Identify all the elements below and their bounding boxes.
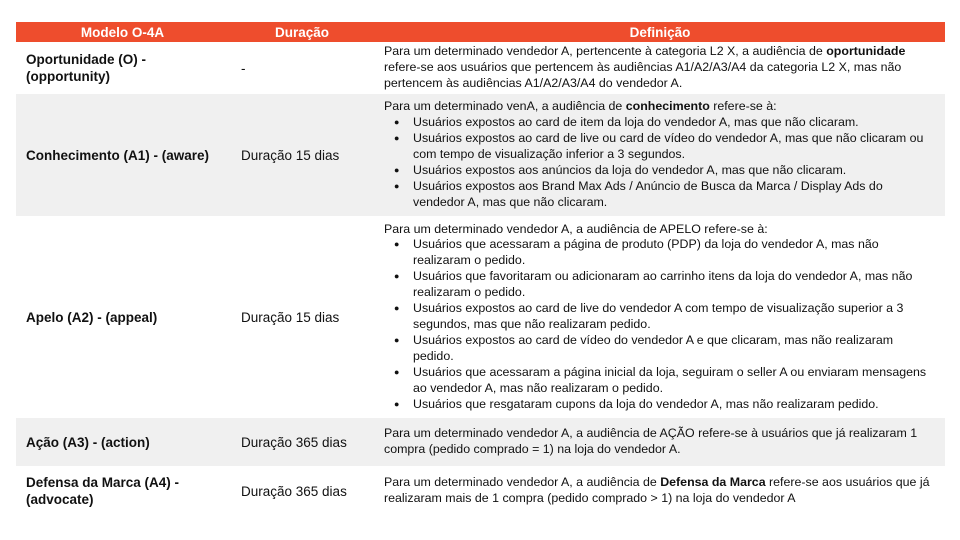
definition bbox=[375, 216, 945, 418]
model-name: Ação (A3) - (action) bbox=[16, 418, 229, 466]
row-action bbox=[16, 418, 945, 466]
definition bbox=[375, 42, 945, 94]
duration: Duração 15 dias bbox=[241, 309, 340, 325]
bullet-item: ● Usuários que acessaram a página inicial da loja, seguiram o seller A ou enviaram mensagens ao vendedor A, mas não realizaram o pedido. bbox=[384, 365, 937, 397]
bullet-item: ● Usuários expostos ao card de live do vendedor A com tempo de visualização superior a 3 segundos, mas que não realizaram pedido. bbox=[384, 301, 937, 333]
bullet-item: ● Usuários que acessaram a página de produto (PDP) da loja do vendedor A, mas não realizaram o pedido. bbox=[384, 237, 937, 269]
row-aware bbox=[16, 94, 945, 216]
duration: Duração 15 dias bbox=[229, 94, 375, 216]
definition bbox=[375, 418, 945, 466]
model-name: Conhecimento (A1) - (aware) bbox=[16, 94, 229, 216]
definition-bullets bbox=[384, 237, 937, 412]
row-advocate bbox=[16, 466, 945, 516]
header-duration: Duração bbox=[229, 22, 375, 42]
bullet-item: ● Usuários expostos aos Brand Max Ads / Anúncio de Busca da Marca / Display Ads do vendedor A, mas que não clicaram. bbox=[384, 179, 937, 211]
bullet-item: ● Usuários expostos ao card de live ou card de vídeo do vendedor A, mas que não clicaram ou com tempo de visualização inferior a 3 segundos. bbox=[384, 131, 937, 163]
definition-intro: Para um determinado vendedor A, a audiência de Defensa da Marca refere-se aos usuários que já realizaram mais de 1 compra (pedido comprado > 1) na loja do vendedor A bbox=[384, 475, 930, 505]
bullet-item: ● Usuários que resgataram cupons da loja do vendedor A, mas não realizaram pedido. bbox=[384, 397, 937, 413]
definition-intro: Para um determinado vendedor A, a audiência de APELO refere-se à: bbox=[384, 221, 768, 236]
header-model: Modelo O-4A bbox=[16, 22, 229, 42]
row-opportunity bbox=[16, 42, 945, 94]
definition-intro: Para um determinado vendedor A, a audiência de AÇÃO refere-se à usuários que já realizaram 1 compra (pedido comprado = 1) na loja do vendedor A. bbox=[384, 426, 918, 456]
definition-intro: Para um determinado vendedor A, pertencente à categoria L2 X, a audiência de oportunidade refere-se aos usuários que pertencem às audiências A1/A2/A3/A4 da categoria L2 X, mas não pertencem às audiências A1/A2/A3/A4 do vendedor A. bbox=[384, 44, 906, 90]
model-name: Apelo (A2) - (appeal) bbox=[26, 309, 158, 325]
definition bbox=[375, 94, 945, 216]
row-appeal bbox=[16, 216, 945, 418]
duration: Duração 365 dias bbox=[241, 483, 347, 499]
bullet-item: ● Usuários que favoritaram ou adicionaram ao carrinho itens da loja do vendedor A, mas não realizaram o pedido. bbox=[384, 269, 937, 301]
header-row bbox=[16, 22, 945, 42]
bullet-item: ● Usuários expostos aos anúncios da loja do vendedor A, mas que não clicaram. bbox=[384, 163, 937, 179]
definition-bullets bbox=[384, 115, 937, 210]
model-name: Defensa da Marca (A4) - (advocate) bbox=[26, 475, 180, 507]
duration: - bbox=[241, 60, 246, 76]
duration: Duração 365 dias bbox=[229, 418, 375, 466]
definition-intro: Para um determinado venA, a audiência de conhecimento refere-se à: bbox=[384, 99, 777, 114]
bullet-item: ● Usuários expostos ao card de vídeo do vendedor A e que clicaram, mas não realizaram pedido. bbox=[384, 333, 937, 365]
bullet-item: ● Usuários expostos ao card de item da loja do vendedor A, mas que não clicaram. bbox=[384, 115, 937, 131]
header-definition: Definição bbox=[375, 22, 945, 42]
audience-model-table bbox=[16, 22, 945, 516]
model-name: Oportunidade (O) - (opportunity) bbox=[26, 52, 146, 84]
definition bbox=[375, 466, 945, 516]
